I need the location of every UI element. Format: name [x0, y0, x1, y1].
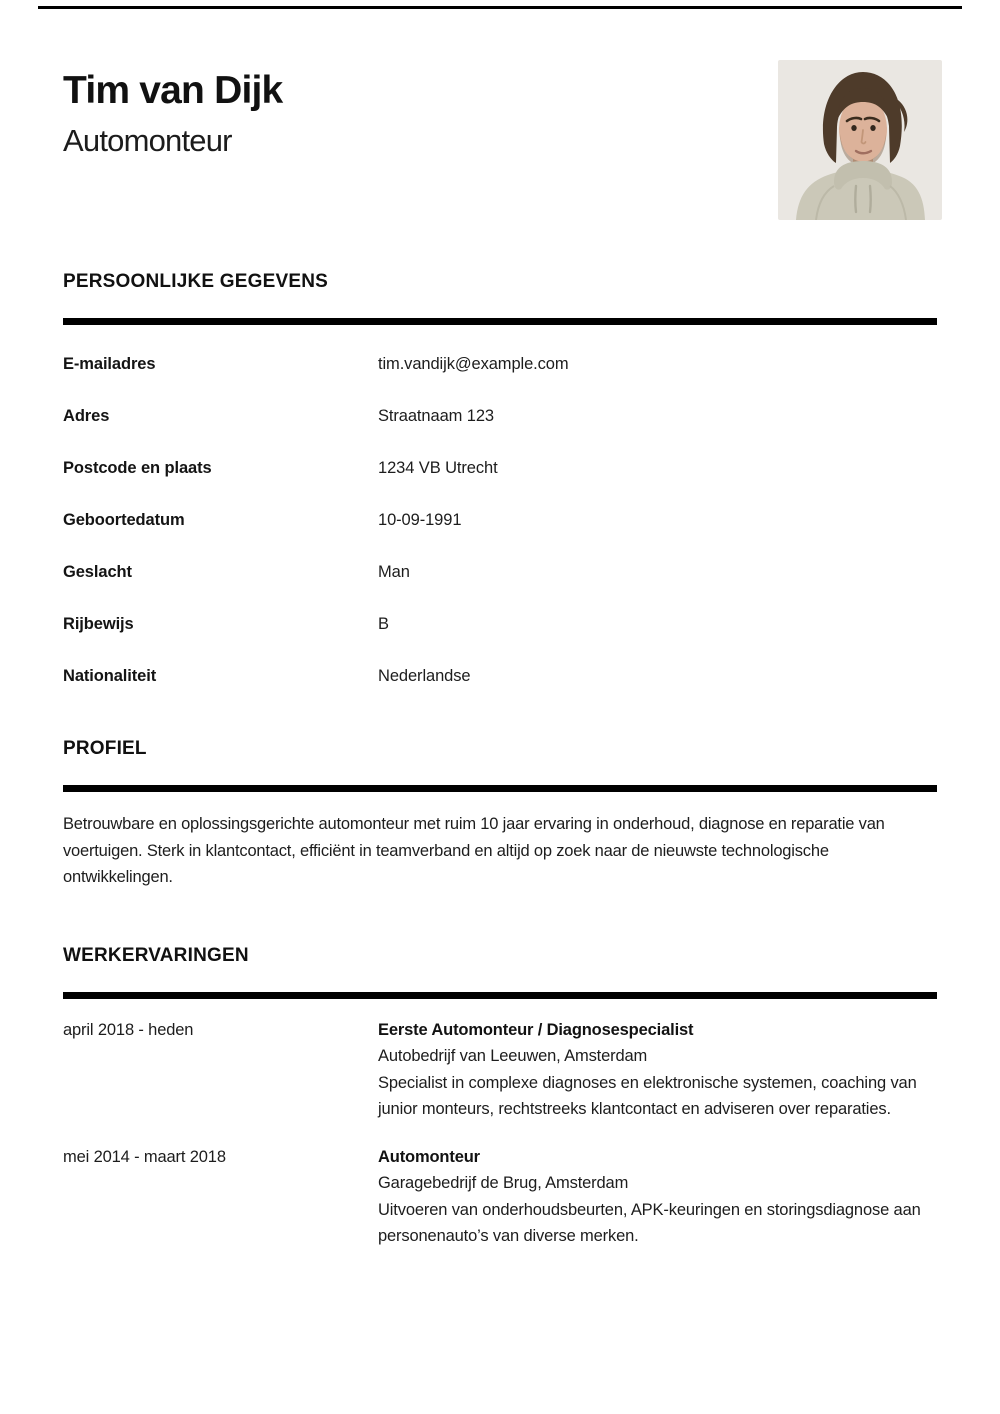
- field-row-gender: [63, 562, 937, 583]
- field-label: Adres: [63, 407, 110, 425]
- field-row-postcode: [63, 458, 937, 479]
- field-row-nationality: [63, 666, 937, 687]
- profile-section-divider: [63, 785, 937, 792]
- work-entry-description: Specialist in complexe diagnoses en elektronische systemen, coaching van junior monteurs, rechtstreeks klantcontact en adviseren over reparaties.: [378, 1073, 917, 1118]
- top-rule: [38, 6, 962, 9]
- work-entry-title: Eerste Automonteur / Diagnosespecialist: [378, 1020, 694, 1039]
- personal-fields: [63, 354, 937, 687]
- field-row-license: [63, 614, 937, 635]
- field-value: Man: [378, 563, 410, 581]
- section-work-experience: [63, 945, 937, 1250]
- work-entry: [63, 1017, 937, 1123]
- profile-text: Betrouwbare en oplossingsgerichte automonteur met ruim 10 jaar ervaring in onderhoud, diagnose en reparatie van voertuigen. Sterk in klantcontact, efficiënt in teamverband en altijd op zoek naar de nieuwste technologische ontwikkelingen.: [63, 815, 885, 886]
- work-entry-description: Uitvoeren van onderhoudsbeurten, APK-keuringen en storingsdiagnose aan personenauto’s van diverse merken.: [378, 1200, 921, 1245]
- person-name: Tim van Dijk: [63, 69, 283, 112]
- field-label: Postcode en plaats: [63, 459, 212, 477]
- field-value: B: [378, 615, 389, 633]
- field-label: Rijbewijs: [63, 615, 134, 633]
- work-section-divider: [63, 992, 937, 999]
- profile-photo: [778, 60, 942, 220]
- field-row-email: [63, 354, 937, 375]
- work-entry-period: april 2018 - heden: [63, 1020, 194, 1039]
- work-entry-body: [378, 1144, 937, 1250]
- field-value: tim.vandijk@example.com: [378, 355, 569, 373]
- work-entry: [63, 1144, 937, 1250]
- field-row-birthdate: [63, 510, 937, 531]
- field-label: E-mailadres: [63, 355, 156, 373]
- work-entry-title: Automonteur: [378, 1147, 480, 1166]
- field-value: Nederlandse: [378, 667, 471, 685]
- section-personal-details: [63, 271, 937, 687]
- portrait-photo-icon: [778, 60, 942, 220]
- section-profile: [63, 738, 937, 891]
- field-label: Nationaliteit: [63, 667, 157, 685]
- field-value: Straatnaam 123: [378, 407, 495, 425]
- personal-section-heading: PERSOONLIJKE GEGEVENS: [63, 271, 328, 292]
- profile-section-heading: PROFIEL: [63, 738, 147, 759]
- field-value: 10-09-1991: [378, 511, 462, 529]
- work-section-heading: WERKERVARINGEN: [63, 944, 249, 966]
- work-entry-company: Autobedrijf van Leeuwen, Amsterdam: [378, 1047, 648, 1065]
- field-value: 1234 VB Utrecht: [378, 459, 498, 477]
- work-entry-period: mei 2014 - maart 2018: [63, 1147, 226, 1166]
- field-row-address: [63, 406, 937, 427]
- personal-section-divider: [63, 318, 937, 325]
- person-job-title: Automonteur: [63, 123, 232, 158]
- work-entry-body: [378, 1017, 937, 1123]
- work-entries: [63, 1017, 937, 1250]
- field-label: Geboortedatum: [63, 511, 185, 529]
- work-entry-company: Garagebedrijf de Brug, Amsterdam: [378, 1174, 629, 1192]
- field-label: Geslacht: [63, 563, 132, 581]
